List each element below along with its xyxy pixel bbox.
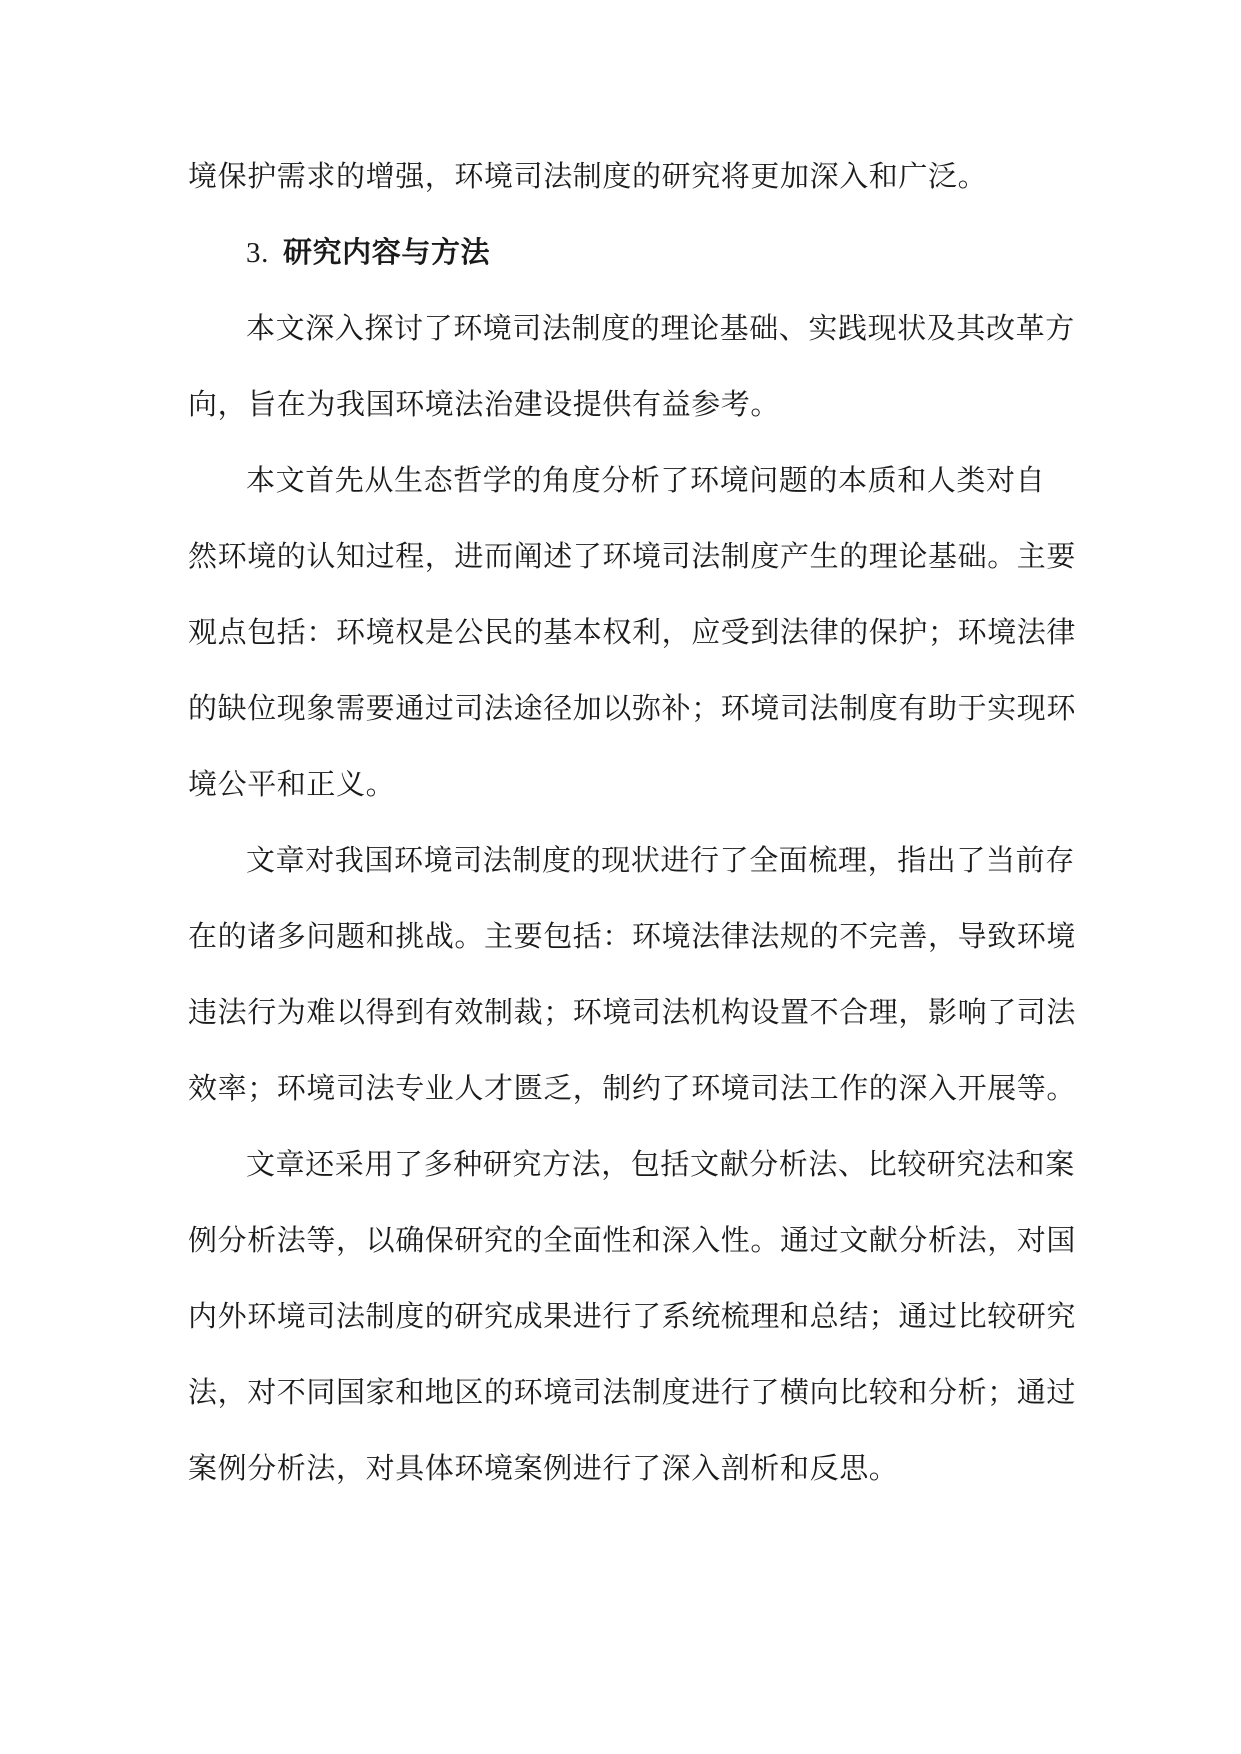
- paragraph-line: 法，对不同国家和地区的环境司法制度进行了横向比较和分析；通过: [188, 1375, 1077, 1409]
- paragraph-line: 然环境的认知过程，进而阐述了环境司法制度产生的理论基础。主要: [188, 539, 1077, 573]
- paragraph-line: 文章对我国环境司法制度的现状进行了全面梳理，指出了当前存: [246, 843, 1075, 877]
- paragraph-line: 在的诸多问题和挑战。主要包括：环境法律法规的不完善，导致环境: [188, 919, 1077, 953]
- paragraph-4: [188, 1126, 1077, 1506]
- section-heading: [188, 214, 1058, 290]
- paragraph-line: 内外环境司法制度的研究成果进行了系统梳理和总结；通过比较研究: [188, 1299, 1077, 1333]
- paragraph-line: 效率；环境司法专业人才匮乏，制约了环境司法工作的深入开展等。: [188, 1071, 1077, 1105]
- continuation-line: 境保护需求的增强，环境司法制度的研究将更加深入和广泛。: [188, 159, 988, 193]
- paragraph-line: 本文首先从生态哲学的角度分析了环境问题的本质和人类对自: [246, 463, 1046, 497]
- document-page: [188, 138, 1077, 1506]
- paragraph-line: 文章还采用了多种研究方法，包括文献分析法、比较研究法和案: [246, 1147, 1075, 1181]
- paragraph-line: 案例分析法，对具体环境案例进行了深入剖析和反思。: [188, 1451, 899, 1485]
- paragraph-line: 的缺位现象需要通过司法途径加以弥补；环境司法制度有助于实现环: [188, 691, 1077, 725]
- paragraph-line: 例分析法等，以确保研究的全面性和深入性。通过文献分析法，对国: [188, 1223, 1077, 1257]
- paragraph-line: 观点包括：环境权是公民的基本权利，应受到法律的保护；环境法律: [188, 615, 1077, 649]
- paragraph-line: 向，旨在为我国环境法治建设提供有益参考。: [188, 387, 781, 421]
- paragraph-1: [188, 290, 1075, 442]
- paragraph-3: [188, 822, 1077, 1126]
- paragraph-2: [188, 442, 1077, 822]
- paragraph-line: 境公平和正义。: [188, 767, 396, 801]
- paragraph-line: 本文深入探讨了环境司法制度的理论基础、实践现状及其改革方: [246, 311, 1075, 345]
- section-title: 研究内容与方法: [282, 235, 491, 269]
- paragraph-line: 违法行为难以得到有效制裁；环境司法机构设置不合理，影响了司法: [188, 995, 1077, 1029]
- section-number: 3.: [246, 237, 269, 269]
